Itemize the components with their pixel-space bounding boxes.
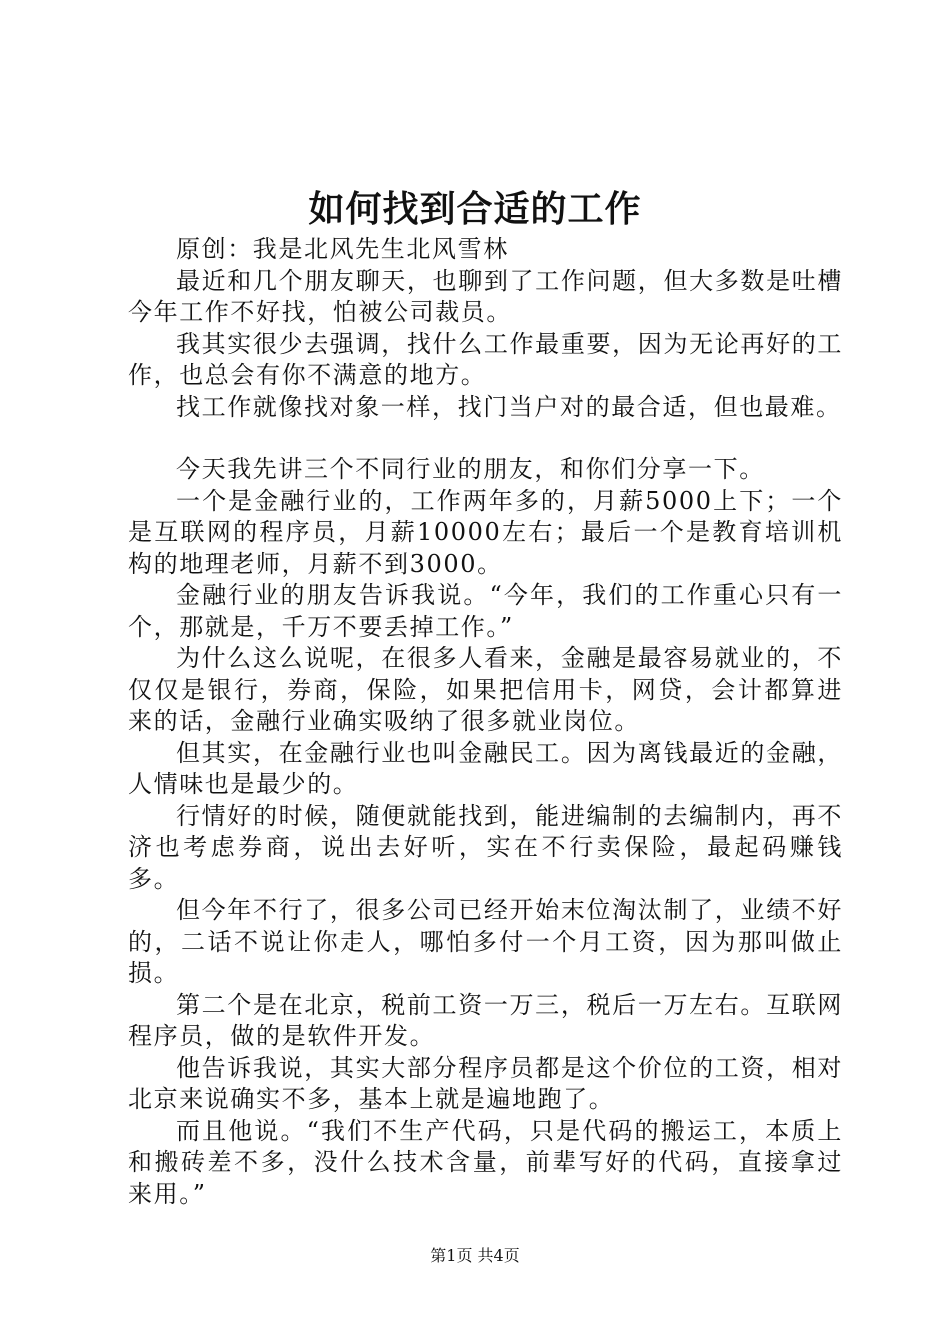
paragraph: 找工作就像找对象一样，找门当户对的最合适，但也最难。 <box>176 392 842 421</box>
document-title: 如何找到合适的工作 <box>308 188 642 230</box>
paragraph: 而且他说。“我们不生产代码，只是代码的搬运工，本质上和搬砖差不多，没什么技术含量，前辈写好的代码，直接拿过来用。” <box>128 1116 843 1208</box>
paragraph: 我其实很少去强调，找什么工作最重要，因为无论再好的工作，也总会有你不满意的地方。 <box>128 329 843 389</box>
paragraph: 最近和几个朋友聊天，也聊到了工作问题，但大多数是吐槽今年工作不好找，怕被公司裁员。 <box>128 266 843 326</box>
document-body <box>128 234 843 1210</box>
paragraph: 为什么这么说呢，在很多人看来，金融是最容易就业的，不仅仅是银行，券商，保险，如果把信用卡，网贷，会计都算进来的话，金融行业确实吸纳了很多就业岗位。 <box>128 644 843 735</box>
paragraph: 但今年不行了，很多公司已经开始末位淘汰制了，业绩不好的，二话不说让你走人，哪怕多付一个月工资，因为那叫做止损。 <box>128 896 843 987</box>
paragraph: 但其实，在金融行业也叫金融民工。因为离钱最近的金融，人情味也是最少的。 <box>128 738 843 798</box>
author-line: 原创：我是北风先生北风雪林 <box>176 235 509 263</box>
paragraph: 金融行业的朋友告诉我说。“今年，我们的工作重心只有一个，那就是，千万不要丢掉工作。” <box>128 581 843 641</box>
paragraph: 今天我先讲三个不同行业的朋友，和你们分享一下。 <box>176 455 765 483</box>
paragraph: 行情好的时候，随便就能找到，能进编制的去编制内，再不济也考虑券商，说出去好听，实在不行卖保险，最起码赚钱多。 <box>128 801 843 893</box>
paragraph: 一个是金融行业的，工作两年多的，月薪5000上下；一个是互联网的程序员，月薪10000左右；最后一个是教育培训机构的地理老师，月薪不到3000。 <box>128 486 843 578</box>
page-footer: 第1页 共4页 <box>430 1246 520 1265</box>
paragraph: 第二个是在北京，税前工资一万三，税后一万左右。互联网程序员，做的是软件开发。 <box>128 990 843 1050</box>
paragraph: 他告诉我说，其实大部分程序员都是这个价位的工资，相对北京来说确实不多，基本上就是遍地跑了。 <box>128 1053 843 1113</box>
